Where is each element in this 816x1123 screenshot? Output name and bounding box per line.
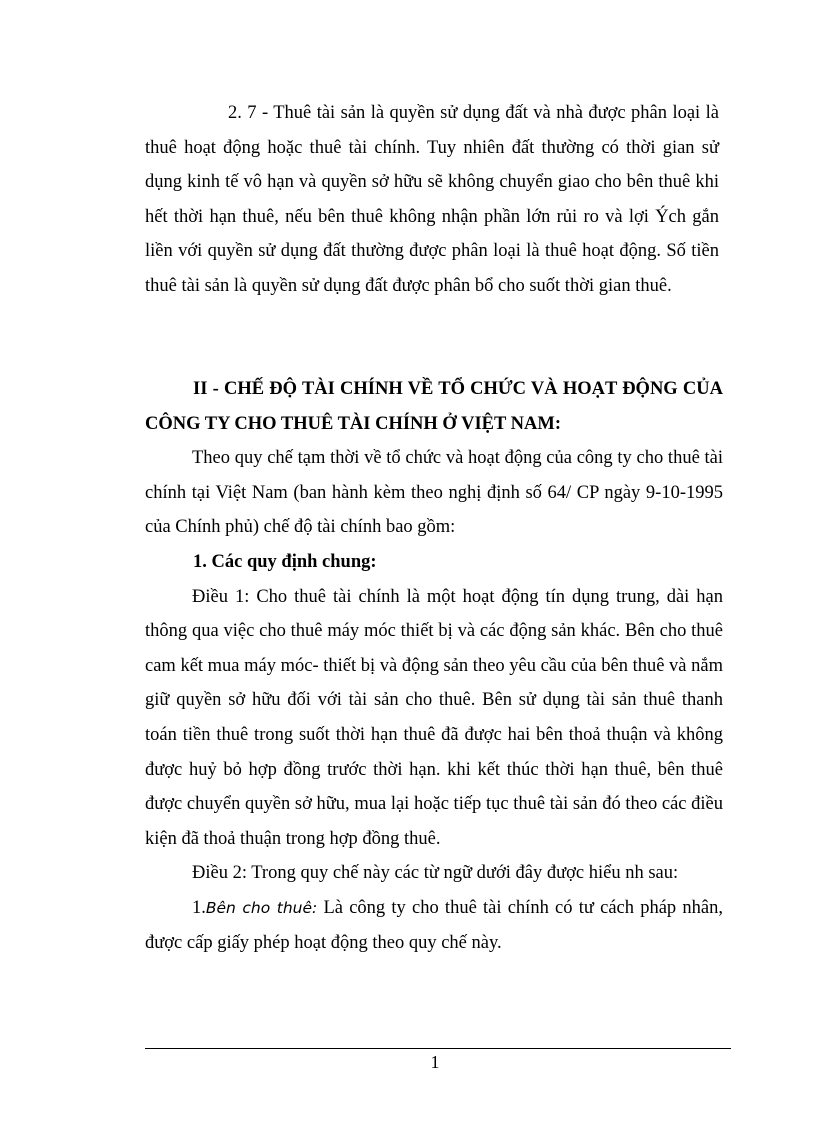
definition-1-text: Là công ty cho thuê tài chính có tư cách pháp nhân, được cấp giấy phép hoạt động theo quy chế này. (145, 897, 723, 953)
article-1: Điều 1: Cho thuê tài chính là một hoạt động tín dụng trung, dài hạn thông qua việc cho thuê máy móc thiết bị và các động sản khác. Bên cho thuê cam kết mua máy móc- thiết bị và động sản theo yêu cầu của bên thuê và nắm giữ quyền sở hữu đối với tài sản cho thuê. Bên sử dụng tài sản thuê thanh toán tiền thuê trong suốt thời hạn thuê đã được hai bên thoả thuận và không được huỷ bỏ hợp đồng trước thời hạn. khi kết thúc thời hạn thuê, bên thuê được chuyển quyền sở hữu, mua lại hoặc tiếp tục thuê tài sản đó theo các điều kiện đã thoả thuận trong hợp đồng thuê. (145, 586, 723, 849)
section-ii (145, 372, 723, 960)
page-number: 1 (430, 1052, 440, 1072)
section-heading: II - CHẾ ĐỘ TÀI CHÍNH VỀ TỔ CHỨC VÀ HOẠT ĐỘNG CỦA CÔNG TY CHO THUÊ TÀI CHÍNH Ở VIỆT NAM: (145, 379, 723, 434)
subheading-general-rules: 1. Các quy định chung: (193, 551, 377, 572)
paragraph-2-7: 2. 7 - Thuê tài sản là quyền sử dụng đất và nhà được phân loại là thuê hoạt động hoặc thuê tài chính. Tuy nhiên đất thường có thời gian sử dụng kinh tế vô hạn và quyền sở hữu sẽ không chuyển giao cho bên thuê khi hết thời hạn thuê, nếu bên thuê không nhận phần lớn rủi ro và lợi Ých gắn liền với quyền sử dụng đất thường được phân loại là thuê hoạt động. Số tiền thuê tài sản là quyền sử dụng đất được phân bổ cho suốt thời gian thuê. (145, 103, 719, 296)
definition-1-term: Bên cho thuê: (205, 898, 318, 917)
footer-divider (145, 1048, 731, 1049)
paragraph-2-7-block (145, 96, 719, 304)
article-2: Điều 2: Trong quy chế này các từ ngữ dưới đây được hiểu nh sau: (192, 863, 679, 884)
definition-1-number: 1. (192, 897, 206, 918)
definition-1 (145, 891, 723, 960)
intro-paragraph: Theo quy chế tạm thời về tổ chức và hoạt động của công ty cho thuê tài chính tại Việt Nam (ban hành kèm theo nghị định số 64/ CP ngày 9-10-1995 của Chính phủ) chế độ tài chính bao gồm: (145, 448, 723, 538)
